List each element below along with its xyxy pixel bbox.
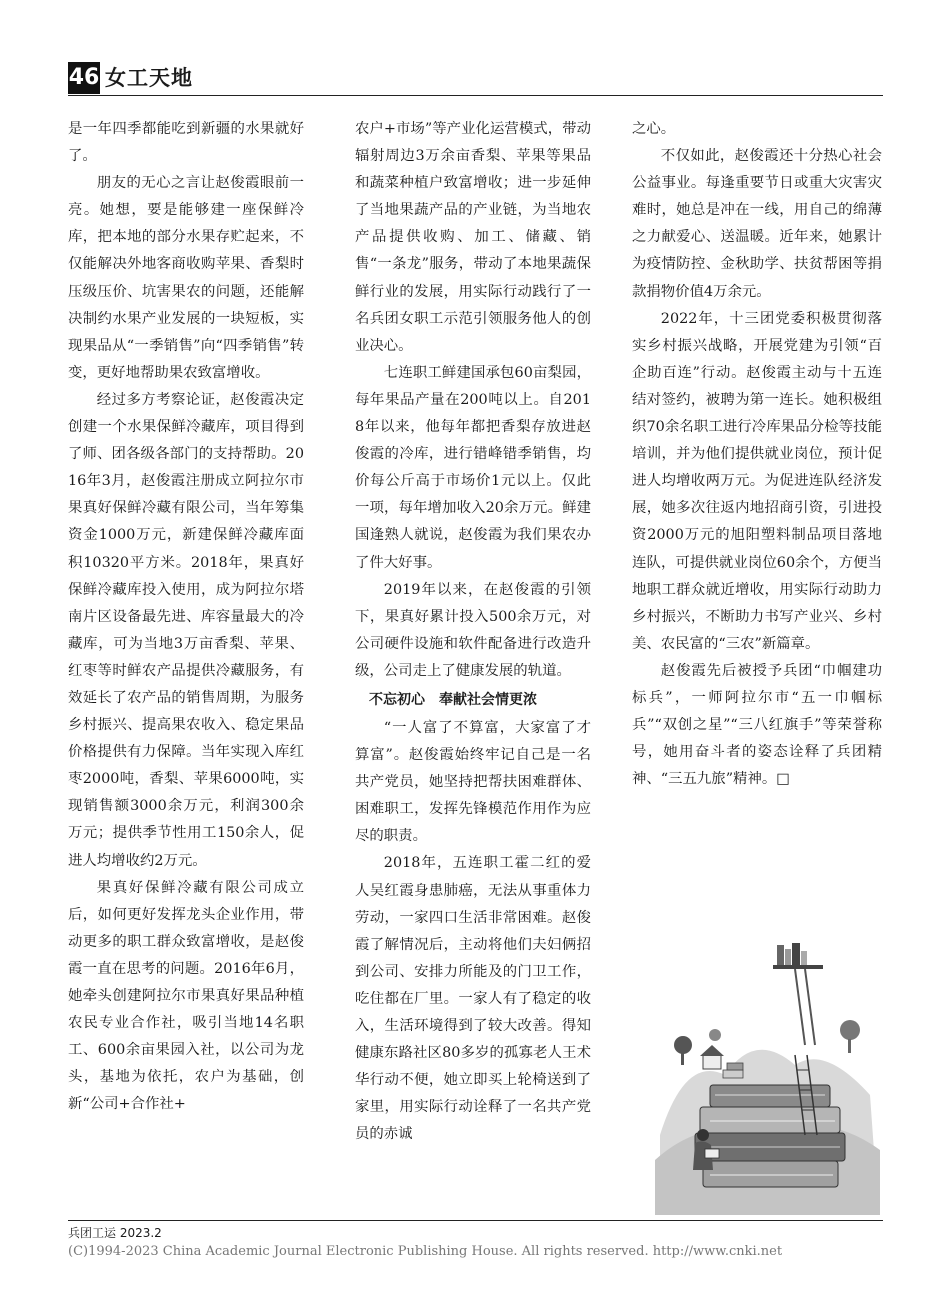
page-header <box>68 62 883 94</box>
paragraph: 经过多方考察论证，赵俊霞决定创建一个水果保鲜冷藏库，项目得到了师、团各级各部门的支持帮助。2016年3月，赵俊霞注册成立阿拉尔市果真好保鲜冷藏有限公司，当年筹集资金1000万元，新建保鲜冷藏库面积10320平方米。2018年，果真好保鲜冷藏库投入使用，成为阿拉尔塔南片区设备最先进、库容量最大的冷藏库，可为当地3万亩香梨、苹果、红枣等时鲜农产品提供冷藏服务，有效延长了农产品的销售周期，为服务乡村振兴、提高果农收入、稳定果品价格提供有力保障。当年实现入库红枣2000吨，香梨、苹果6000吨，实现销售额3000余万元，利润300余万元；提供季节性用工150余人，促进人均增收约2万元。 <box>68 391 304 869</box>
paragraph: 不仅如此，赵俊霞还十分热心社会公益事业。每逢重要节日或重大灾害灾难时，她总是冲在一线，用自己的绵薄之力献爱心、送温暖。近年来，她累计为疫情防控、金秋助学、扶贫帮困等捐款捐物价值4万余元。 <box>632 148 882 300</box>
header-divider <box>68 95 883 96</box>
paragraph: 七连职工鲜建国承包60亩梨园，每年果品产量在200吨以上。自2018年以来，他每年都把香梨存放进赵俊霞的冷库，进行错峰错季销售，均价每公斤高于市场价1元以上。仅此一项，每年增加收入20余万元。鲜建国逢熟人就说，赵俊霞为我们果农办了件大好事。 <box>355 364 591 571</box>
section-title: 女工天地 <box>105 66 193 90</box>
article-column-1 <box>68 116 304 1118</box>
article-column-3 <box>632 116 882 793</box>
paragraph: 2022年，十三团党委积极贯彻落实乡村振兴战略，开展党建为引领“百企助百连”行动。赵俊霞主动与十五连结对签约，被聘为第一连长。她积极组织70余名职工进行冷库果品分检等技能培训，并为他们提供就业岗位，预计促进人均增收两万元。为促进连队经济发展，她多次往返内地招商引资，引进投资2000万元的旭阳塑料制品项目落地连队，可提供就业岗位60余个，方便当地职工群众就近增收，用实际行动助力乡村振兴，不断助力书写产业兴、乡村美、农民富的“三农”新篇章。 <box>632 310 882 652</box>
article-column-2 <box>355 116 591 1148</box>
paragraph: 果真好保鲜冷藏有限公司成立后，如何更好发挥龙头企业作用，带动更多的职工群众致富增收，是赵俊霞一直在思考的问题。2016年6月，她牵头创建阿拉尔市果真好果品种植农民专业合作社，吸引当地14名职工、600余亩果园入社，以公司为龙头，基地为依托，农户为基础，创新“公司+合作社+ <box>68 879 304 1113</box>
paragraph: “一人富了不算富，大家富了才算富”。赵俊霞始终牢记自己是一名共产党员，她坚持把帮扶困难群体、困难职工，发挥先锋模范作用作为应尽的职责。 <box>355 719 591 845</box>
footer-divider <box>68 1220 883 1221</box>
paragraph: 朋友的无心之言让赵俊霞眼前一亮。她想，要是能够建一座保鲜冷库，把本地的部分水果存贮起来，不仅能解决外地客商收购苹果、香梨时压级压价、坑害果农的问题，还能解决制约水果产业发展的一块短板，实现果品从“一季销售”向“四季销售”转变，更好地帮助果农致富增收。 <box>68 175 304 381</box>
section-heading: 不忘初心 奉献社会情更浓 <box>369 691 537 708</box>
paragraph: 是一年四季都能吃到新疆的水果就好了。 <box>68 121 304 165</box>
paragraph: 农户+市场”等产业化运营模式，带动辐射周边3万余亩香梨、苹果等果品和蔬菜种植户致富增收；进一步延伸了当地果蔬产品的产业链，为当地农产品提供收购、加工、储藏、销售“一条龙”服务，带动了本地果蔬保鲜行业的发展，用实际行动践行了一名兵团女职工示范引领服务他人的创业决心。 <box>355 121 591 354</box>
paragraph: 之心。 <box>632 121 676 137</box>
paragraph: 2019年以来，在赵俊霞的引领下，果真好累计投入500余万元，对公司硬件设施和软件配备进行改造升级，公司走上了健康发展的轨道。 <box>355 581 591 679</box>
paragraph: 赵俊霞先后被授予兵团“巾帼建功标兵”，一师阿拉尔市“五一巾帼标兵”“双创之星”“三八红旗手”等荣誉称号，她用奋斗者的姿态诠释了兵团精神、“三五九旅”精神。□ <box>632 662 882 788</box>
copyright-notice: (C)1994-2023 China Academic Journal Electronic Publishing House. All rights reserved. http://www.cnki.net <box>68 1244 783 1259</box>
journal-footer: 兵团工运 2023.2 <box>68 1226 162 1240</box>
page-number: 46 <box>68 62 100 94</box>
paragraph: 2018年，五连职工霍二红的爱人吴红霞身患肺癌，无法从事重体力劳动，一家四口生活非常困难。赵俊霞了解情况后，主动将他们夫妇俩招到公司、安排力所能及的门卫工作，吃住都在厂里。一家人有了稳定的收入，生活环境得到了较大改善。得知健康东路社区80多岁的孤寡老人王术华行动不便，她立即买上轮椅送到了家里，用实际行动诠释了一名共产党员的赤诚 <box>355 855 591 1143</box>
book-stack-illustration <box>655 935 880 1215</box>
